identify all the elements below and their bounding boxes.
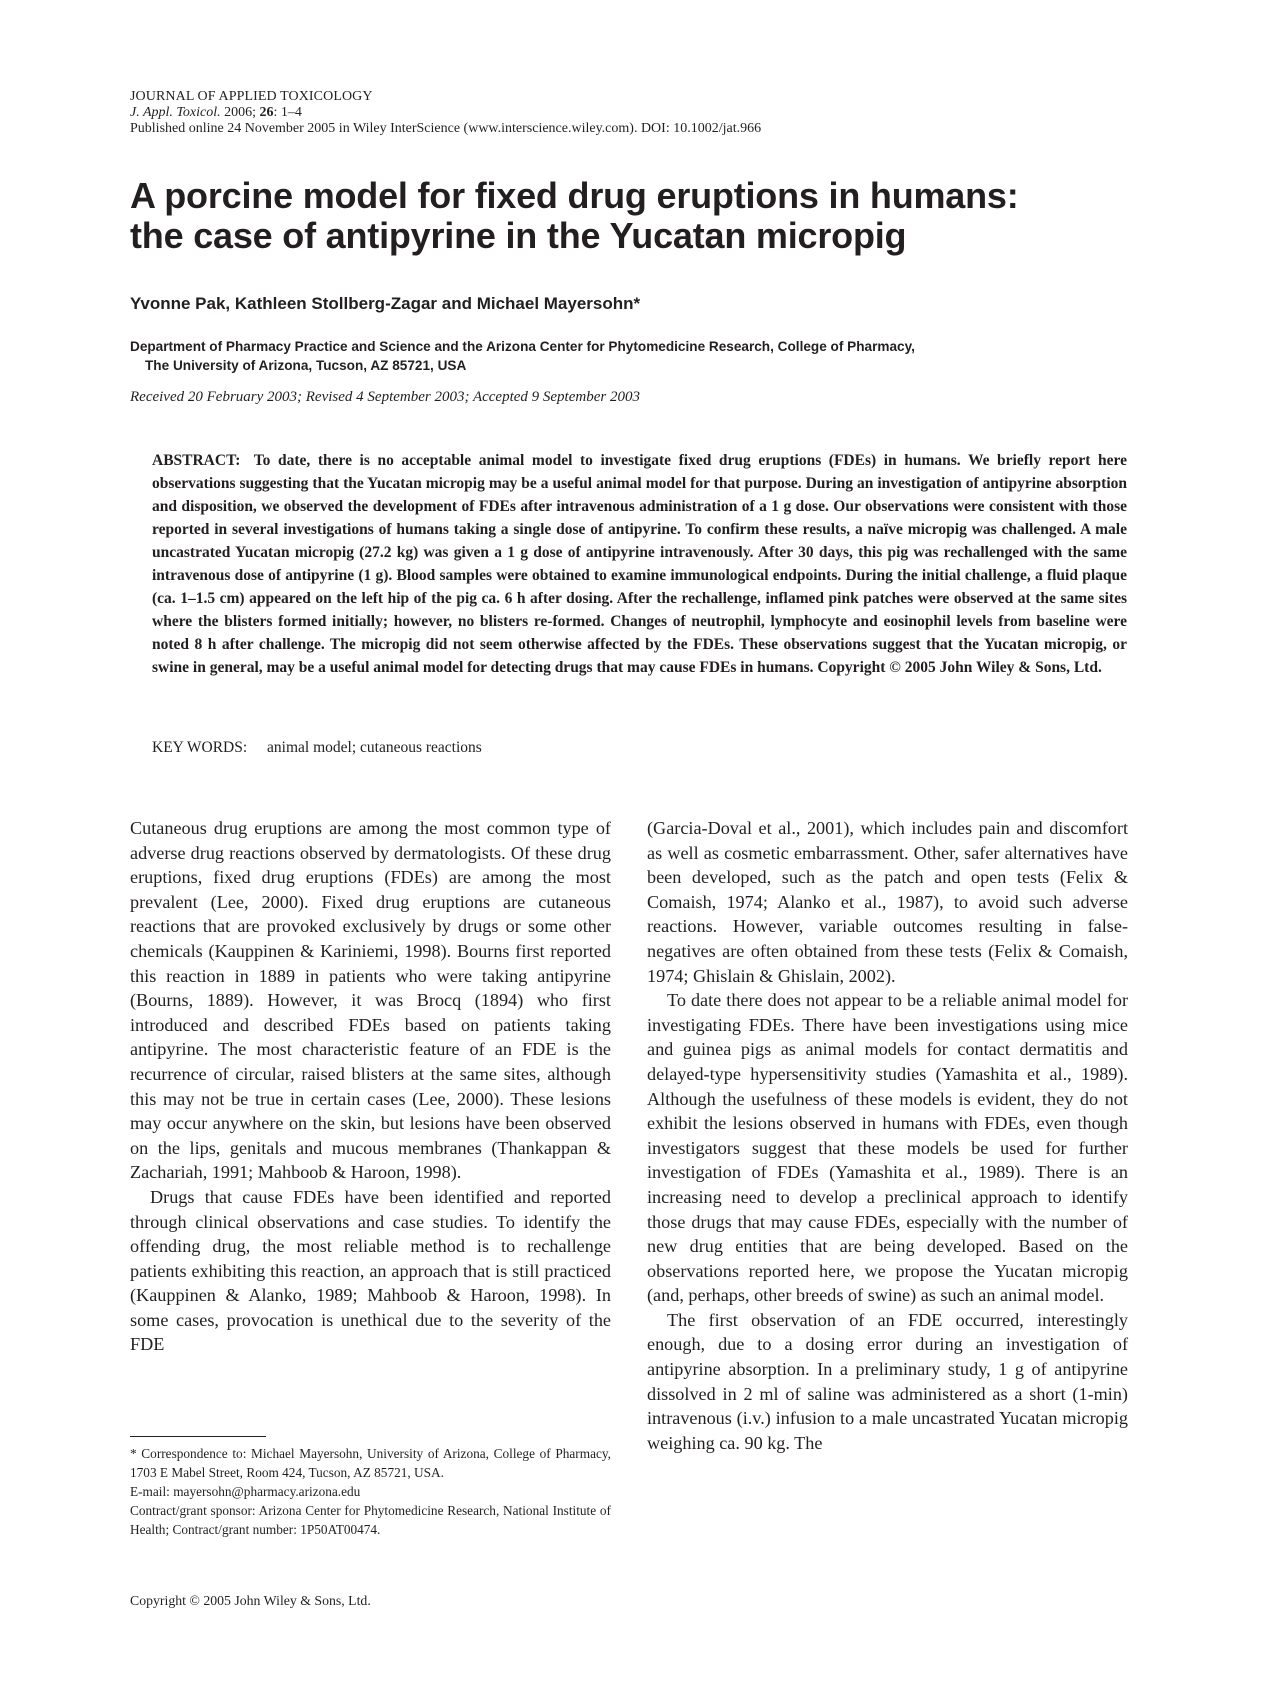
affiliation-line-2: The University of Arizona, Tucson, AZ 85721, USA: [145, 358, 467, 373]
footnotes: [130, 1444, 611, 1539]
journal-header: [130, 89, 1180, 137]
footnote-correspondence: * Correspondence to: Michael Mayersohn, University of Arizona, College of Pharmacy, 1703 E Mabel Street, Room 424, Tucson, AZ 85721, USA.: [130, 1446, 611, 1480]
abstract: [152, 449, 1127, 679]
body-paragraph: (Garcia-Doval et al., 2001), which includes pain and discomfort as well as cosmetic embarrassment. Other, safer alternatives have been developed, such as the patch and open tests (Felix & Comaish, 1974; Alanko et al., 1987), to avoid such adverse reactions. However, variable outcomes resulting in false-negatives are often obtained from these tests (Felix & Comaish, 1974; Ghislain & Ghislain, 2002).: [647, 818, 1128, 986]
footnote-grant: Contract/grant sponsor: Arizona Center for Phytomedicine Research, National Institute of Health; Contract/grant number: 1P50AT00474.: [130, 1503, 611, 1537]
citation-journal: J. Appl. Toxicol.: [130, 105, 221, 120]
footnote-email: E-mail: mayersohn@pharmacy.arizona.edu: [130, 1484, 361, 1499]
abstract-text: To date, there is no acceptable animal model to investigate fixed drug eruptions (FDEs) in humans. We briefly report here observations suggesting that the Yucatan micropig may be a useful animal model for that purpose. During an investigation of antipyrine absorption and disposition, we observed the development of FDEs after intravenous administration of a 1 g dose. Our observations were consistent with those reported in several investigations of humans taking a single dose of antipyrine. To confirm these results, a naïve micropig was challenged. A male uncastrated Yucatan micropig (27.2 kg) was given a 1 g dose of antipyrine intravenously. After 30 days, this pig was rechallenged with the same intravenous dose of antipyrine (1 g). Blood samples were obtained to examine immunological endpoints. During the initial challenge, a fluid plaque (ca. 1–1.5 cm) appeared on the left hip of the pig ca. 6 h after dosing. After the rechallenge, inflamed pink patches were observed at the same sites where the blisters formed initially; however, no blisters re-formed. Changes of neutrophil, lymphocyte and eosinophil levels from baseline were noted 8 h after challenge. The micropig did not seem otherwise affected by the FDEs. These observations suggest that the Yucatan micropig, or swine in general, may be a useful animal model for detecting drugs that may cause FDEs in humans. Copyright © 2005 John Wiley & Sons, Ltd.: [152, 452, 1127, 676]
page-footer-copyright: Copyright © 2005 John Wiley & Sons, Ltd.: [130, 1593, 371, 1608]
body-paragraph: The first observation of an FDE occurred, interestingly enough, due to a dosing error during an investigation of antipyrine absorption. In a preliminary study, 1 g of antipyrine dissolved in 2 ml of saline was administered as a short (1-min) intravenous (i.v.) infusion to a male uncastrated Yucatan micropig weighing ca. 90 kg. The: [647, 1309, 1128, 1453]
affiliation: [130, 337, 1130, 375]
journal-name: JOURNAL OF APPLIED TOXICOLOGY: [130, 89, 373, 104]
article-dates: Received 20 February 2003; Revised 4 September 2003; Accepted 9 September 2003: [130, 389, 640, 405]
keywords-label: KEY WORDS:: [152, 739, 248, 756]
citation-volume: 26: [259, 105, 274, 120]
body-paragraph: Cutaneous drug eruptions are among the most common type of adverse drug reactions observed by dermatologists. Of these drug eruptions, fixed drug eruptions (FDEs) are among the most prevalent (Lee, 2000). Fixed drug eruptions are cutaneous reactions that are provoked exclusively by drugs or some other chemicals (Kauppinen & Kariniemi, 1998). Bourns first reported this reaction in 1889 in patients who were taking antipyrine (Bourns, 1889). However, it was Brocq (1894) who first introduced and described FDEs based on patients taking antipyrine. The most characteristic feature of an FDE is the recurrence of circular, raised blisters at the same sites, although this may not be true in certain cases (Lee, 2000). These lesions may occur anywhere on the skin, but lesions have been observed on the lips, genitals and mucous membranes (Thankappan & Zachariah, 1991; Mahboob & Haroon, 1998).: [130, 818, 611, 1183]
keywords: [152, 739, 1052, 757]
author-list: Yvonne Pak, Kathleen Stollberg-Zagar and Michael Mayersohn*: [130, 294, 641, 313]
body-paragraph: Drugs that cause FDEs have been identified and reported through clinical observations and case studies. To identify the offending drug, the most reliable method is to rechallenge patients exhibiting this reaction, an approach that is still practiced (Kauppinen & Alanko, 1989; Mahboob & Haroon, 1998). In some cases, provocation is unethical due to the severity of the FDE: [130, 1186, 611, 1355]
article-title: [130, 176, 1170, 256]
citation-year: 2006;: [220, 105, 260, 120]
body-column-right: [647, 816, 1128, 1455]
journal-citation: [130, 105, 1180, 121]
body-paragraph: To date there does not appear to be a reliable animal model for investigating FDEs. There have been investigations using mice and guinea pigs as animal models for contact dermatitis and delayed-type hypersensitivity studies (Yamashita et al., 1989). Although the usefulness of these models is evident, they do not exhibit the lesions observed in humans with FDEs, even though investigators suggest that these models be used for further investigation of FDEs (Yamashita et al., 1989). There is an increasing need to develop a preclinical approach to identify those drugs that may cause FDEs, especially with the number of new drug entities that are being developed. Based on the observations reported here, we propose the Yucatan micropig (and, perhaps, other breeds of swine) as such an animal model.: [647, 990, 1128, 1306]
affiliation-line-1: Department of Pharmacy Practice and Science and the Arizona Center for Phytomedicine Research, College of Pharmacy,: [130, 339, 915, 354]
abstract-label: ABSTRACT:: [152, 452, 241, 469]
body-column-left: [130, 816, 611, 1357]
footnote-divider: [130, 1436, 266, 1437]
published-line: Published online 24 November 2005 in Wiley InterScience (www.interscience.wiley.com). DOI: 10.1002/jat.966: [130, 121, 762, 136]
citation-pages: : 1–4: [273, 105, 302, 120]
title-line-2: the case of antipyrine in the Yucatan micropig: [130, 215, 907, 256]
title-line-1: A porcine model for fixed drug eruptions in humans:: [130, 175, 1019, 216]
keywords-text: animal model; cutaneous reactions: [267, 739, 482, 756]
